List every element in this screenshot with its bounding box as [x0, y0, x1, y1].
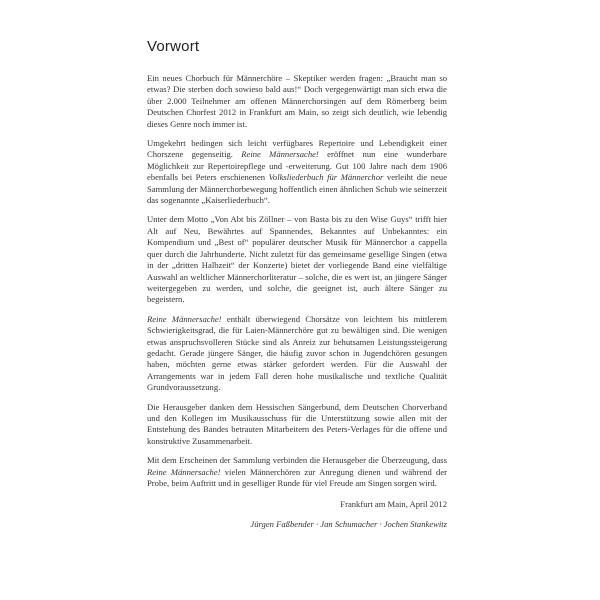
- paragraph-6-text-a: Mit dem Erscheinen der Sammlung verbinden die Herausgeber die Überzeugung, dass: [147, 455, 447, 466]
- paragraph-2: [147, 138, 447, 206]
- editors-signature: Jürgen Faßbender · Jan Schumacher · Jochen Stankewitz: [250, 518, 447, 529]
- preface-page: [147, 38, 447, 530]
- paragraph-6: [147, 455, 447, 489]
- paragraph-3: Unter dem Motto „Von Abt bis Zöllner – von Basta bis zu den Wise Guys“ trifft hier Alt auf Neu, Bewährtes auf Spannendes, Bekanntes auf Unbekanntes: ein Kompendium und „Best of“ populärer deutscher Musik für Männerchor a cappella quer durch die Jahrhunderte. Nicht zuletzt für das gemeinsame gesellige Singen (etwa in der „dritten Halbzeit“ der Konzerte) bietet der vorliegende Band eine vielfältige Auswahl an weltlicher Männerchorliteratur – solche, die es wert ist, an jüngere Sänger weitergegeben zu werden, und solche, die geeignet ist, auch ältere Sänger zu begeistern.: [147, 214, 447, 305]
- book-title-reine-maennersache: Reine Männersache!: [241, 149, 319, 160]
- paragraph-1: Ein neues Chorbuch für Männerchöre – Skeptiker werden fragen: „Braucht man so etwas? Die sterben doch sowieso bald aus!“ Doch vergegenwärtigt man sich etwa die über 2.000 Teilnehmer am offenen Männerchorsingen auf dem Römerberg beim Deutschen Chorfest 2012 in Frankfurt am Main, so zeigt sich deutlich, wie lebendig dieses Genre noch immer ist.: [147, 73, 447, 129]
- paragraph-4-text-b: enthält überwiegend Chorsätze von leichtem bis mittlerem Schwierigkeitsgrad, die für Laien-Männerchöre gut zu bewältigen sind. Die wenigen etwas anspruchsvolleren Stücke sind als Anreiz zur behutsamen Leistungssteigerung gedacht. Gerade jüngere Sänger, die häufig zuvor schon in Jugendchören gesungen haben, möchten gerne etwas stärker gefordert werden. Für die Auswahl der Arrangements war in jedem Fall deren hohe musikalische und textliche Qualität Grundvoraussetzung.: [147, 313, 447, 393]
- book-title-reine-maennersache: Reine Männersache!: [147, 466, 221, 477]
- paragraph-2-text-e: verleiht die neue Sammlung der Männerchorbewegung hoffentlich einen ähnlichen Schub wie seinerzeit das sogenannte „Kaiserliederbuch“.: [147, 172, 448, 206]
- book-title-volksliederbuch: Volksliederbuch für Männerchor: [268, 172, 384, 183]
- paragraph-2-text-a: Umgekehrt bedingen sich leicht verfügbares Repertoire und Lebendigkeit einer Chorszene gegenseitig.: [147, 138, 447, 160]
- paragraph-6-text-c: vielen Männerchören zur Anregung dienen und während der Probe, beim Auftritt und in geselliger Runde für viel Freude am Singen sorgen wird.: [147, 466, 447, 488]
- page-title: Vorwort: [147, 38, 200, 55]
- book-title-reine-maennersache: Reine Männersache!: [147, 313, 222, 324]
- paragraph-5: Die Herausgeber danken dem Hessischen Sängerbund, dem Deutschen Chorverband und den Kollegen im Musikausschuss für die Unterstützung sowie allen mit der Entstehung des Bandes betrauten Mitarbeitern des Peters-Verlages für die offene und konstruktive Zusammenarbeit.: [147, 401, 447, 446]
- paragraph-2-text-c: eröffnet nun eine wunderbare Möglichkeit zur Repertoirepflege und -erweiterung. Gut 100 Jahre nach dem 1906 ebenfalls bei Peters erschienenen: [147, 149, 447, 183]
- place-and-date: Frankfurt am Main, April 2012: [340, 499, 447, 510]
- paragraph-4: [147, 314, 447, 394]
